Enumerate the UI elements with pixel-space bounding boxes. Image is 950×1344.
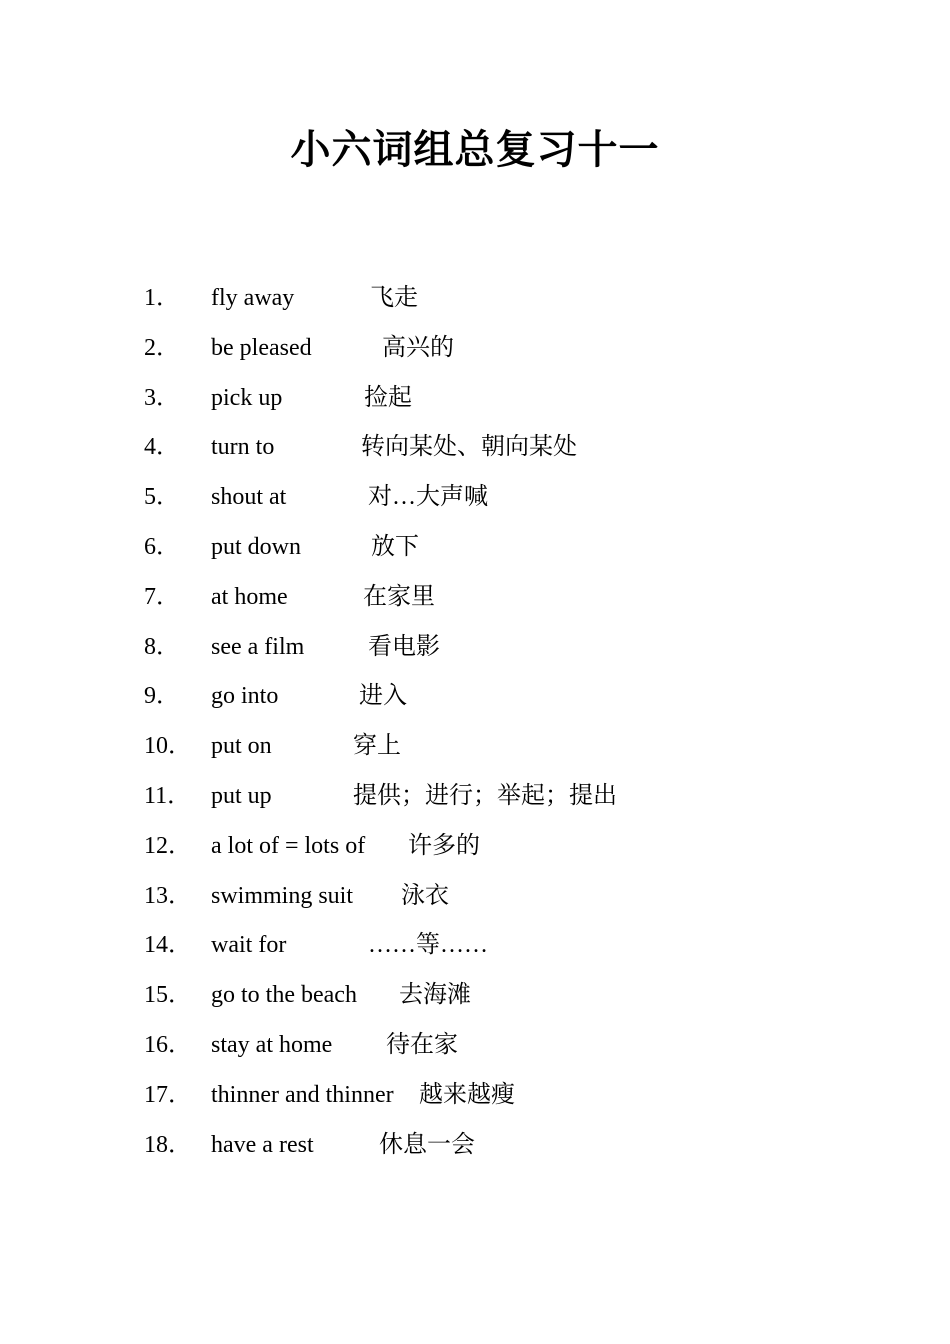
item-number: 8． [144,633,180,660]
item-chinese: 捡起 [364,384,412,411]
item-english: put up [211,782,272,809]
item-english: go into [211,683,279,710]
item-number: 11． [144,782,192,809]
item-number: 4． [144,434,180,461]
item-chinese: 泳衣 [401,882,449,909]
item-english: wait for [211,932,287,959]
item-number: 13． [144,882,192,909]
item-number: 14． [144,932,192,959]
item-chinese: 穿上 [353,733,401,760]
item-english: thinner and thinner [211,1081,394,1108]
item-chinese: 飞走 [370,285,418,311]
item-number: 3． [144,384,180,411]
item-chinese: 转向某处、朝向某处 [361,434,577,461]
item-chinese: 休息一会 [379,1131,475,1158]
item-english: swimming suit [211,882,354,909]
item-chinese: 提供；进行；举起；提出 [353,782,617,809]
item-number: 15． [144,982,192,1009]
item-english: a lot of = lots of [211,832,366,859]
item-chinese: 在家里 [363,583,435,610]
item-number: 5． [144,484,180,511]
item-number: 9． [144,683,180,710]
item-english: see a film [211,633,305,660]
item-number: 16． [144,1031,192,1058]
item-english: put on [211,733,272,760]
item-chinese: ……等…… [368,932,488,959]
item-chinese: 放下 [371,533,419,560]
item-chinese: 去海滩 [399,982,471,1009]
item-number: 7． [144,583,180,610]
item-english: go to the beach [211,982,357,1009]
item-english: at home [211,583,288,610]
item-english: have a rest [211,1131,314,1158]
item-chinese: 待在家 [386,1031,458,1058]
item-english: pick up [211,384,283,411]
item-chinese: 许多的 [408,832,480,859]
page-title: 小六词组总复习十一 [290,127,660,172]
item-number: 6． [144,533,180,560]
item-number: 12． [144,832,192,859]
item-chinese: 对…大声喊 [368,484,488,511]
item-chinese: 看电影 [368,633,440,660]
item-chinese: 高兴的 [382,334,454,361]
item-number: 10． [144,733,192,760]
item-english: be pleased [211,334,312,361]
item-number: 17． [144,1081,192,1108]
item-chinese: 进入 [359,683,407,710]
item-english: shout at [211,484,287,511]
item-number: 2． [144,334,180,361]
item-number: 18． [144,1131,192,1158]
item-english: put down [211,533,301,560]
item-number: 1． [144,285,180,311]
item-english: turn to [211,434,275,461]
item-english: stay at home [211,1031,333,1058]
item-english: fly away [211,285,295,311]
item-chinese: 越来越瘦 [419,1081,515,1108]
